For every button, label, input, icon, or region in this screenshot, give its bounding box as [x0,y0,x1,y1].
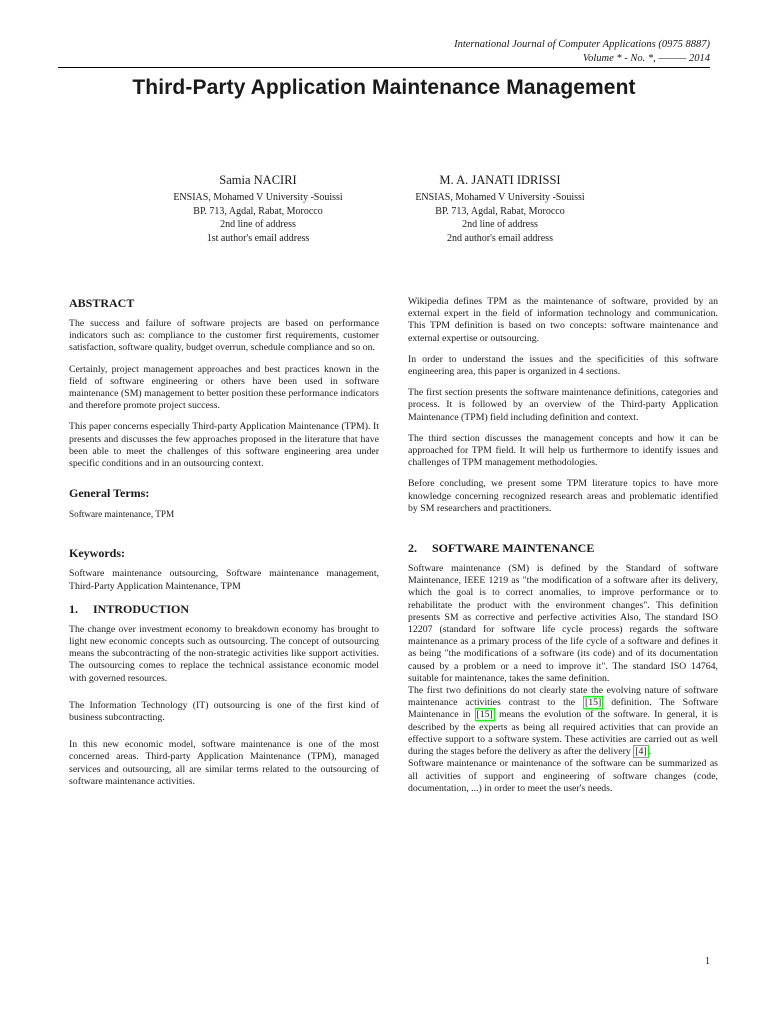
author-email: 1st author's email address [206,232,310,244]
journal-name: International Journal of Computer Applications (0975 8887) [454,39,710,50]
section-number: 2. [408,541,417,556]
citation-link-15[interactable]: [15] [476,709,493,721]
general-terms-heading: General Terms: [69,486,150,501]
author-block-2 [375,172,625,245]
author-address-line2: 2nd line of address [220,219,296,230]
author-name: M. A. JANATI IDRISSI [439,173,561,187]
sm-text: means the evolution of the software. In general, it is described by the experts as being all required activities that can provide an effective support to a software system. These activities are carried out as well during the stages before the delivery as after the delivery [408,709,718,758]
intro-paragraph: In this new economic model, software maintenance is one of the most concerned areas. Third-party Application Maintenance (TPM), managed services and outsourcing, all are similar terms related to the outsourcing of software maintenance activities. [69,739,379,787]
body-paragraph: Wikipedia defines TPM as the maintenance of software, provided by an external expert in the field of information technology and communication. This TPM definition is based on two concepts: software maintenance and external expertise or outsourcing. [408,296,718,344]
intro-paragraph: The Information Technology (IT) outsourcing is one of the first kind of business subcontracting. [69,699,379,724]
body-paragraph: In order to understand the issues and the specificities of this software engineering area, this paper is organized in 4 sections. [408,353,718,378]
page-number: 1 [705,956,710,967]
abstract-paragraph: Certainly, project management approaches and best practices known in the field of software engineering or others have been used in software maintenance (SM) management to better position these performance indicators and therefore promote project success. [69,363,379,412]
body-paragraph: Before concluding, we present some TPM literature topics to have more knowledge concerning recognized research areas and problematic identified by SM researchers and practitioners. [408,478,718,514]
abstract-paragraph: The success and failure of software projects are based on performance indicators such as: compliance to the customer first requirements, customer satisfaction, software quality, budget overrun, schedule compliance and so on. [69,318,379,354]
citation-link-4[interactable]: [4] [635,746,647,758]
paper-title: Third-Party Application Maintenance Management [132,76,636,99]
citation-link-15[interactable]: [15] [585,697,602,709]
author-name: Samia NACIRI [219,173,297,187]
header-rule [58,67,710,68]
abstract-heading: ABSTRACT [69,296,135,310]
author-block-1 [133,172,383,245]
author-address: BP. 713, Agdal, Rabat, Morocco [435,205,565,217]
keywords-heading: Keywords: [69,546,125,561]
author-affiliation: ENSIAS, Mohamed V University -Souissi [415,192,585,203]
journal-volume: Volume * - No. *, ——— 2014 [582,53,710,64]
introduction-heading [69,602,379,616]
sm-text: . [648,746,652,758]
sm-paragraph: Software maintenance or maintenance of the software can be summarized as all activities of support and engineering of software changes (code, documentation, ...) in order to meet the user's needs. [408,758,718,794]
section-title: INTRODUCTION [93,601,190,616]
sm-text: definition. The Software Maintenance in [408,697,719,721]
abstract-paragraph: This paper concerns especially Third-party Application Maintenance (TPM). It presents and discusses the few approaches proposed in the literature that have been able to meet the challenges of this software engineering area under specific conditions and in an outsourcing context. [69,421,379,470]
section-number: 1. [69,601,78,616]
body-paragraph: The first section presents the software maintenance definitions, categories and process. It is followed by an overview of the Third-party Application Maintenance (TPM) field including definition and context. [408,387,718,423]
author-address: BP. 713, Agdal, Rabat, Morocco [193,205,323,217]
sm-paragraph: Software maintenance (SM) is defined by the Standard of software Maintenance, IEEE 1219 as "the modification of a software after its delivery, which the goal is to correct anomalies, to improve performance or to rehabilitate the product with the environment changes". This definition presents SM as corrective and perfective activities Also, The standard ISO 12207 (standard for software life cycle process) regards the software maintenance as a primary process of the life cycle of a software and defines it as being "the modifications of a software (its code) and of its documentation caused by a problem or a need to improve it". The standard ISO 14764, suitable for maintenance, takes the same definition. [408,563,718,684]
author-email: 2nd author's email address [447,232,553,244]
general-terms-text: Software maintenance, TPM [69,509,175,520]
left-column [69,296,379,797]
sm-paragraph-refs [408,685,718,758]
right-column [408,296,718,795]
keywords-text: Software maintenance outsourcing, Software maintenance management, Third-Party Application Maintenance, TPM [69,568,379,592]
section-title: SOFTWARE MAINTENANCE [432,541,595,556]
author-address-line2: 2nd line of address [462,219,538,230]
author-affiliation: ENSIAS, Mohamed V University -Souissi [173,192,343,203]
software-maintenance-heading [408,541,718,555]
intro-paragraph: The change over investment economy to breakdown economy has brought to light new economic concepts such as outsourcing. The concept of outsourcing means the subcontracting of the non-strategic activities like support activities. The outsourcing comes to replace the technical assistance economic model with governed resources. [69,623,379,684]
journal-header [454,38,710,66]
body-paragraph: The third section discusses the management concepts and how it can be approached for TPM field. It will help us furthermore to identify issues and challenges of TPM management methodologies. [408,432,718,469]
sm-text: The first two definitions do not clearly state the evolving nature of software maintenance activities contrast to the [408,685,718,709]
